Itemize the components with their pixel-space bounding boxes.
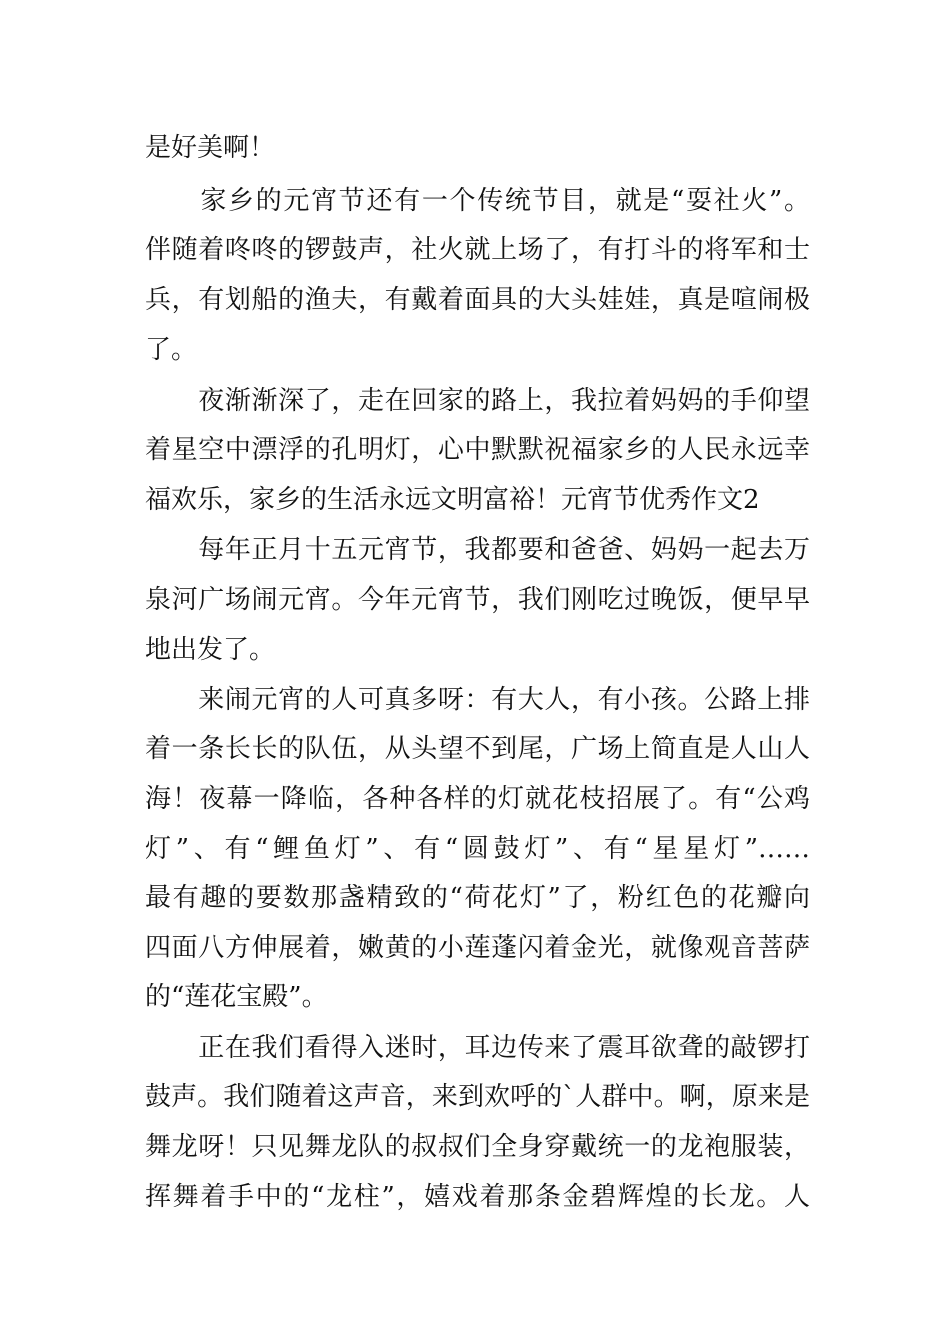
text-line: 着一条长长的队伍，从头望不到尾，广场上简直是人山人: [145, 734, 810, 764]
text-line: 夜渐渐深了，走在回家的路上，我拉着妈妈的手仰望: [145, 386, 810, 416]
text-line: 的“莲花宝殿”。: [145, 982, 328, 1012]
text-line: 四面八方伸展着，嫩黄的小莲蓬闪着金光，就像观音菩萨: [145, 933, 810, 963]
text-line: 泉河广场闹元宵。今年元宵节，我们刚吃过晚饭，便早早: [145, 585, 810, 615]
text-line: 了。: [145, 335, 198, 365]
text-line: 家乡的元宵节还有一个传统节目，就是“耍社火”。: [145, 186, 810, 216]
text-line: 舞龙呀！只见舞龙队的叔叔们全身穿戴统一的龙袍服装，: [145, 1132, 810, 1162]
text-line: 挥舞着手中的“龙柱”，嬉戏着那条金碧辉煌的长龙。人: [145, 1182, 810, 1212]
text-line: 鼓声。我们随着这声音，来到欢呼的`人群中。啊，原来是: [145, 1082, 810, 1112]
text-line: 来闹元宵的人可真多呀：有大人，有小孩。公路上排: [145, 685, 810, 715]
text-line: 每年正月十五元宵节，我都要和爸爸、妈妈一起去万: [145, 535, 810, 565]
text-line: 是好美啊！: [145, 133, 276, 163]
text-line: 福欢乐，家乡的生活永远文明富裕！元宵节优秀作文2: [145, 485, 760, 515]
text-line: 最有趣的要数那盏精致的“荷花灯”了，粉红色的花瓣向: [145, 883, 810, 913]
text-line: 着星空中漂浮的孔明灯，心中默默祝福家乡的人民永远幸: [145, 435, 810, 465]
text-line: 正在我们看得入迷时，耳边传来了震耳欲聋的敲锣打: [145, 1033, 810, 1063]
text-line: 地出发了。: [145, 635, 276, 665]
text-line: 伴随着咚咚的锣鼓声，社火就上场了，有打斗的将军和士: [145, 235, 810, 265]
text-line: 灯”、有“鲤鱼灯”、有“圆鼓灯”、有“星星灯”……: [145, 834, 810, 864]
text-line: 兵，有划船的渔夫，有戴着面具的大头娃娃，真是喧闹极: [145, 285, 810, 315]
text-line: 海！夜幕一降临，各种各样的灯就花枝招展了。有“公鸡: [145, 784, 810, 814]
